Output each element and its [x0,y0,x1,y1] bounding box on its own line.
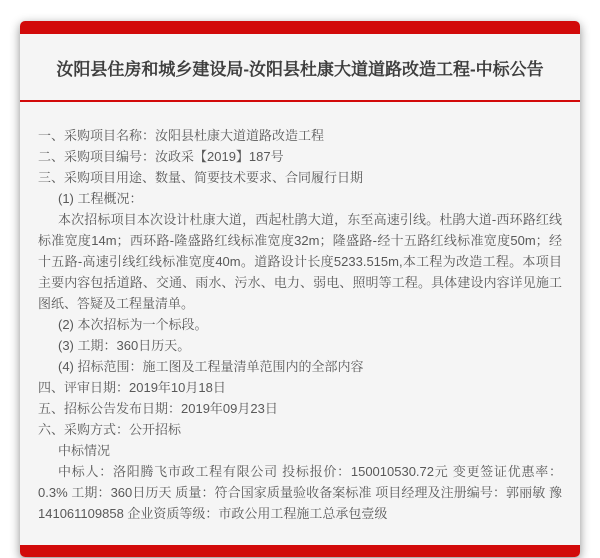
item-publish-date: 五、招标公告发布日期：2019年09月23日 [38,401,278,416]
top-red-bar [20,21,580,34]
award-detail-text: 中标人：洛阳腾飞市政工程有限公司 投标报价：150010530.72元 变更签证优惠率：0.3% 工期：360日历天 质量：符合国家质量验收备案标准 项目经理及注册编号：郭丽敏 豫141061109858 企业资质等级：市政公用工程施工总承包壹级 [38,464,562,521]
announcement-card [20,21,580,557]
award-status-heading: 中标情况 [58,443,111,458]
item-project-usage: 三、采购项目用途、数量、简要技术要求、合同履行日期 [38,170,364,185]
project-overview-text: 本次招标项目本次设计杜康大道，西起杜鹃大道，东至高速引线。杜鹃大道-西环路红线标准宽度14m；西环路-隆盛路红线标准宽度32m；隆盛路-经十五路红线标准宽度50m；经十五路-高速引线红线标准宽度40m。道路设计长度5233.515m,本工程为改造工程。本项目主要内容包括道路、交通、雨水、污水、电力、弱电、照明等工程。具体建设内容详见施工图纸、答疑及工程量清单。 [38,212,562,311]
item-project-number: 二、采购项目编号：汝政采【2019】187号 [38,149,284,164]
bottom-red-bar [20,545,580,557]
item-procurement-method: 六、采购方式：公开招标 [38,422,182,437]
announcement-header [20,34,580,100]
subitem-duration: (3) 工期：360日历天。 [58,338,191,353]
announcement-body [20,102,580,545]
subitem-sections: (2) 本次招标为一个标段。 [58,317,208,332]
subitem-scope: (4) 招标范围：施工图及工程量清单范围内的全部内容 [58,359,364,374]
page-title: 汝阳县住房和城乡建设局-汝阳县杜康大道道路改造工程-中标公告 [56,59,544,79]
item-review-date: 四、评审日期：2019年10月18日 [38,380,226,395]
item-project-name: 一、采购项目名称：汝阳县杜康大道道路改造工程 [38,128,325,143]
subitem-overview-label: (1) 工程概况： [58,191,143,206]
